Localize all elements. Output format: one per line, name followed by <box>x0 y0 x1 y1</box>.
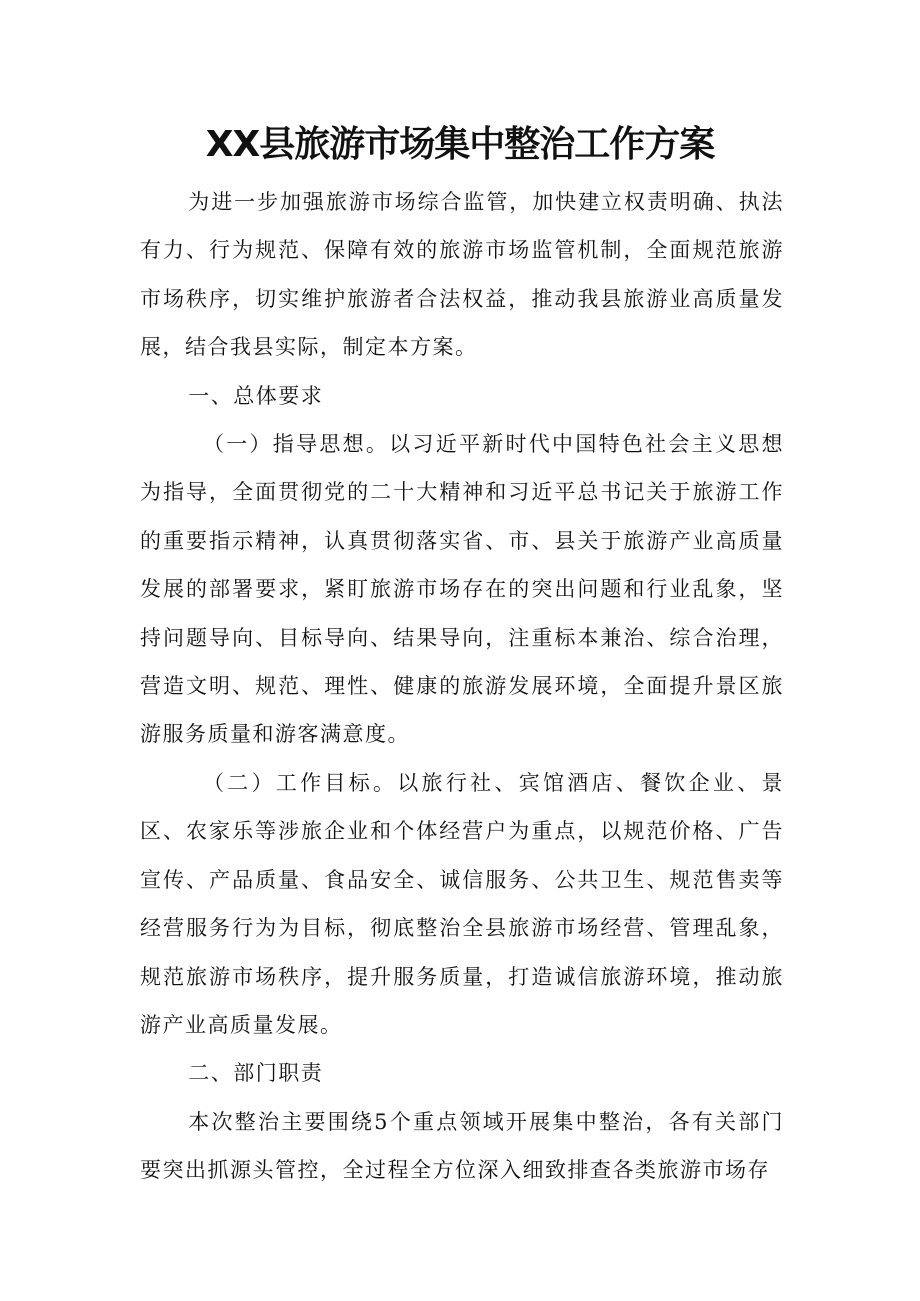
intro-paragraph: 为进一步加强旅游市场综合监管，加快建立权责明确、执法有力、行为规范、保障有效的旅游市场监管机制，全面规范旅游市场秩序，切实维护旅游者合法权益，推动我县旅游业高质量发展，结合我县实际，制定本方案。 <box>140 190 784 360</box>
section-heading-department-duties: 二、部门职责 <box>188 1061 324 1086</box>
document-body <box>140 178 784 1195</box>
section-heading-general-requirements: 一、总体要求 <box>188 383 324 408</box>
document-title: XX县旅游市场集中整治工作方案 <box>205 124 715 165</box>
work-goal-paragraph: （二）工作目标。以旅行社、宾馆酒店、餐饮企业、景区、农家乐等涉旅企业和个体经营户为重点，以规范价格、广告宣传、产品质量、食品安全、诚信服务、公共卫生、规范售卖等经营服务行为为目标，彻底整治全县旅游市场经营、管理乱象，规范旅游市场秩序，提升服务质量，打造诚信旅游环境，推动旅游产业高质量发展。 <box>140 770 784 1037</box>
department-duties-paragraph: 本次整治主要围绕5个重点领域开展集中整治，各有关部门要突出抓源头管控，全过程全方位深入细致排查各类旅游市场存 <box>140 1109 784 1183</box>
guiding-thought-paragraph: （一）指导思想。以习近平新时代中国特色社会主义思想为指导，全面贯彻党的二十大精神和习近平总书记关于旅游工作的重要指示精神，认真贯彻落实省、市、县关于旅游产业高质量发展的部署要求，紧盯旅游市场存在的突出问题和行业乱象，坚持问题导向、目标导向、结果导向，注重标本兼治、综合治理，营造文明、规范、理性、健康的旅游发展环境，全面提升景区旅游服务质量和游客满意度。 <box>140 432 784 747</box>
